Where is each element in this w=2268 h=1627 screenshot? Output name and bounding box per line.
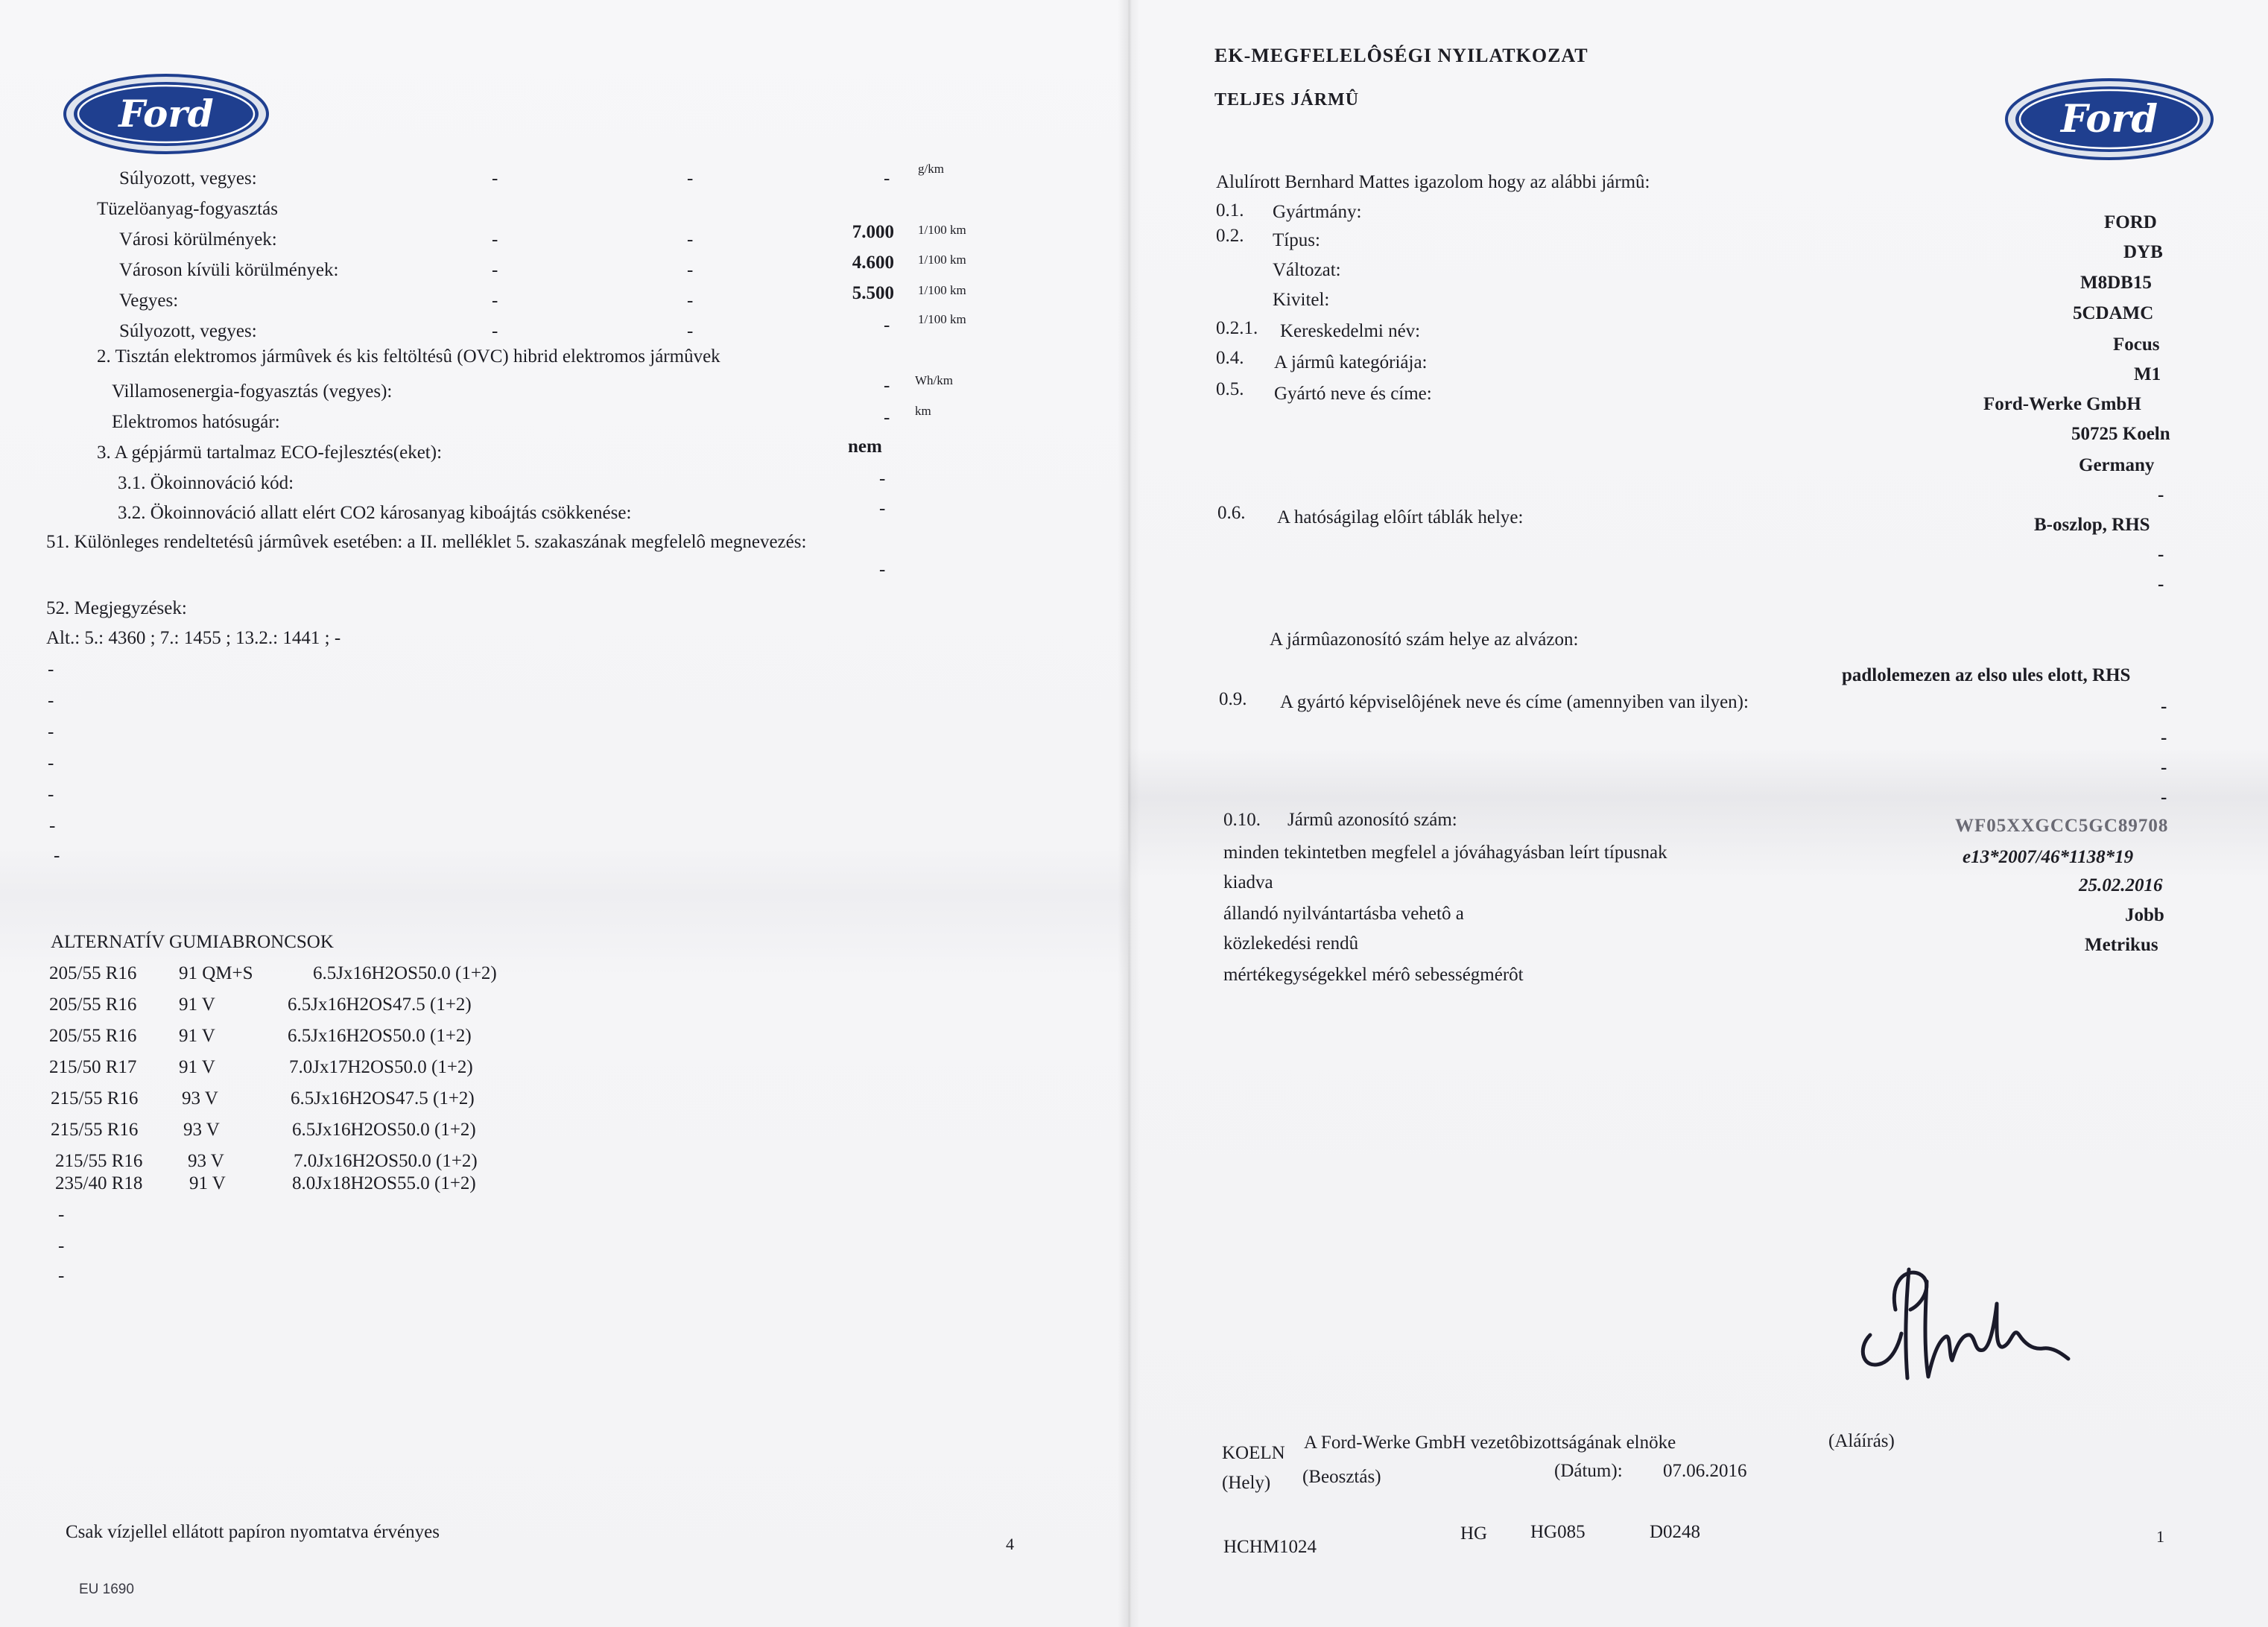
approval-number: e13*2007/46*1138*19	[1963, 847, 2134, 867]
row-label: Vegyes:	[119, 291, 179, 311]
watermark-note: Csak vízjellel ellátott papíron nyomtatva érvényes	[66, 1522, 440, 1542]
tire-size: 205/55 R16	[49, 1026, 137, 1046]
unit: 1/100 km	[918, 253, 966, 267]
conformity-label: kiadva	[1223, 872, 1273, 892]
logo-text: Ford	[118, 92, 214, 136]
tire-size: 215/55 R16	[51, 1120, 139, 1140]
item-52-label: 52. Megjegyzések:	[46, 598, 187, 618]
tire-load: 91 V	[179, 995, 215, 1015]
dash: -	[2161, 728, 2167, 748]
tire-rim: 6.5Jx16H2OS50.0 (1+2)	[292, 1120, 476, 1140]
item-number: 0.4.	[1216, 348, 1244, 368]
unit: 1/100 km	[918, 283, 966, 297]
dash: -	[492, 291, 498, 311]
dash: -	[687, 291, 694, 311]
item-number: 0.10.	[1223, 810, 1261, 830]
ford-logo	[63, 73, 270, 155]
unit: km	[915, 404, 931, 418]
row-label: Tüzelöanyag-fogyasztás	[97, 199, 278, 219]
remark-dash: -	[48, 722, 54, 742]
document-subtitle: TELJES JÁRMÛ	[1214, 90, 1360, 110]
tire-size: 205/55 R16	[49, 963, 137, 983]
item-label: A jármû kategóriája:	[1274, 352, 1428, 372]
address-line: Germany	[2079, 455, 2155, 475]
code: HG	[1460, 1523, 1488, 1544]
signature-label: (Aláírás)	[1828, 1431, 1895, 1451]
conformity-label: állandó nyilvántartásba vehetô a	[1223, 904, 1464, 924]
tire-rim: 6.5Jx16H2OS47.5 (1+2)	[291, 1088, 475, 1109]
remark-dash: -	[48, 691, 54, 711]
place-label: (Hely)	[1222, 1473, 1271, 1493]
tire-load: 91 V	[179, 1026, 215, 1046]
item-06-label: A hatóságilag elôírt táblák helye:	[1277, 507, 1524, 527]
dash: -	[687, 260, 694, 280]
item-value: DYB	[2123, 242, 2163, 262]
tire-load: 93 V	[188, 1151, 224, 1171]
tire-table-title: ALTERNATÍV GUMIABRONCSOK	[51, 932, 334, 952]
row-label: Súlyozott, vegyes:	[119, 168, 257, 188]
tire-rim: 8.0Jx18H2OS55.0 (1+2)	[292, 1173, 476, 1193]
dash: -	[2161, 787, 2167, 808]
tire-size: 215/55 R16	[51, 1088, 139, 1109]
page-number: 1	[2156, 1527, 2164, 1546]
address-line: 50725 Koeln	[2071, 424, 2170, 444]
tire-rim: 7.0Jx17H2OS50.0 (1+2)	[289, 1057, 473, 1077]
address-line: -	[2158, 485, 2164, 505]
tire-rim: 6.5Jx16H2OS50.0 (1+2)	[313, 963, 497, 983]
item-number: 0.1.	[1216, 200, 1244, 221]
unit: 1/100 km	[918, 223, 966, 237]
item-06-value: B-oszlop, RHS	[2034, 515, 2150, 535]
code: D0248	[1650, 1522, 1701, 1542]
dash: -	[2158, 545, 2164, 565]
item-value: M8DB15	[2080, 273, 2152, 293]
tire-rim: 6.5Jx16H2OS50.0 (1+2)	[288, 1026, 472, 1046]
item-value: 5CDAMC	[2073, 303, 2154, 323]
dash: -	[687, 321, 694, 341]
issue-date: 25.02.2016	[2079, 875, 2163, 895]
row-label: 3.1. Ökoinnováció kód:	[118, 473, 294, 493]
remark-dash: -	[49, 816, 56, 836]
value: -	[879, 469, 886, 489]
code: HG085	[1530, 1522, 1586, 1542]
tire-dash: -	[58, 1205, 65, 1225]
right-page	[1128, 0, 2268, 1627]
tire-size: 215/50 R17	[49, 1057, 137, 1077]
item-number: 0.2.	[1216, 226, 1244, 246]
conformity-label: közlekedési rendû	[1223, 933, 1359, 954]
row-label: Városon kívüli körülmények:	[119, 260, 339, 280]
position-label: (Beosztás)	[1302, 1467, 1381, 1487]
logo-text: Ford	[2061, 97, 2158, 142]
dash: -	[687, 229, 694, 250]
unit: g/km	[918, 162, 944, 176]
value: 7.000	[852, 222, 894, 242]
tire-dash: -	[58, 1266, 65, 1286]
conformity-label: minden tekintetben megfelel a jóváhagyásban leírt típusnak	[1223, 843, 1667, 863]
tire-size: 235/40 R18	[55, 1173, 143, 1193]
item-51-text: 51. Különleges rendeltetésû jármûvek esetében: a II. melléklet 5. szakaszának megfelelô megnevezés:	[46, 532, 807, 552]
date-label: (Dátum):	[1554, 1461, 1623, 1481]
item-label: Típus:	[1273, 230, 1320, 250]
item-52-line: Alt.: 5.: 4360 ; 7.: 1455 ; 13.2.: 1441 ; -	[46, 628, 341, 648]
drive-side: Jobb	[2125, 905, 2164, 925]
item-number: 0.6.	[1217, 503, 1246, 523]
code: HCHM1024	[1223, 1537, 1317, 1557]
vin-value: WF05XXGCC5GC89708	[1955, 816, 2169, 836]
tire-rim: 6.5Jx16H2OS47.5 (1+2)	[288, 995, 472, 1015]
item-label: Kivitel:	[1273, 290, 1330, 310]
value: -	[884, 407, 890, 428]
item-09-label: A gyártó képviselôjének neve és címe (amennyiben van ilyen):	[1280, 692, 1749, 712]
row-label: Városi körülmények:	[119, 229, 277, 250]
left-page	[0, 0, 1128, 1627]
item-value: FORD	[2104, 212, 2157, 232]
tire-load: 93 V	[183, 1120, 220, 1140]
vin-location-label: A jármûazonosító szám helye az alvázon:	[1270, 629, 1579, 650]
tire-load: 91 V	[189, 1173, 226, 1193]
signature-date: 07.06.2016	[1663, 1461, 1747, 1481]
dash: -	[2158, 574, 2164, 594]
unit: Wh/km	[915, 373, 953, 387]
item-label: Kereskedelmi név:	[1280, 321, 1421, 341]
section-title: 3. A gépjármü tartalmaz ECO-fejlesztés(eket):	[97, 443, 443, 463]
item-number: 0.5.	[1216, 379, 1244, 399]
value: -	[884, 315, 890, 335]
row-label: Súlyozott, vegyes:	[119, 321, 257, 341]
item-label: Gyártmány:	[1273, 202, 1362, 222]
item-number: 0.2.1.	[1216, 318, 1258, 338]
tire-load: 91 V	[179, 1057, 215, 1077]
item-number: 0.9.	[1219, 689, 1247, 709]
form-code: EU 1690	[79, 1582, 134, 1597]
section-title: 2. Tisztán elektromos jármûvek és kis feltöltésû (OVC) hibrid elektromos jármûvek	[97, 346, 720, 367]
remark-dash: -	[48, 659, 54, 679]
item-label: Változat:	[1273, 260, 1341, 280]
item-value: Ford-Werke GmbH	[1983, 394, 2141, 414]
value: 5.500	[852, 283, 894, 303]
speedometer-units: Metrikus	[2085, 935, 2158, 955]
item-51-value: -	[879, 559, 886, 580]
dash: -	[492, 168, 498, 188]
unit: 1/100 km	[918, 312, 966, 326]
ford-logo	[2004, 77, 2214, 161]
remark-dash: -	[54, 846, 60, 866]
value: nem	[848, 437, 882, 457]
remark-dash: -	[48, 784, 54, 805]
item-value: Focus	[2113, 334, 2160, 355]
value: -	[884, 168, 890, 188]
row-label: 3.2. Ökoinnováció allatt elért CO2 károsanyag kiboájtás csökkenése:	[118, 503, 632, 523]
dash: -	[492, 321, 498, 341]
dash: -	[687, 168, 694, 188]
dash: -	[2161, 758, 2167, 778]
tire-load: 93 V	[182, 1088, 218, 1109]
tire-dash: -	[58, 1236, 65, 1256]
item-value: M1	[2134, 364, 2161, 384]
tire-size: 215/55 R16	[55, 1151, 143, 1171]
tire-load: 91 QM+S	[179, 963, 253, 983]
item-label: Gyártó neve és címe:	[1274, 384, 1432, 404]
item-010-label: Jármû azonosító szám:	[1287, 810, 1457, 830]
tire-rim: 7.0Jx16H2OS50.0 (1+2)	[294, 1151, 478, 1171]
value: 4.600	[852, 253, 894, 273]
value: -	[884, 375, 890, 396]
page-number: 4	[1006, 1535, 1014, 1553]
row-label: Elektromos hatósugár:	[112, 412, 280, 432]
tire-size: 205/55 R16	[49, 995, 137, 1015]
signature	[1837, 1252, 2091, 1401]
dash: -	[492, 229, 498, 250]
remark-dash: -	[48, 753, 54, 773]
place: KOELN	[1222, 1443, 1285, 1463]
intro-text: Alulírott Bernhard Mattes igazolom hogy az alábbi jármû:	[1216, 172, 1650, 192]
document-title: EK-MEGFELELÔSÉGI NYILATKOZAT	[1214, 45, 1588, 66]
value: -	[879, 498, 886, 518]
conformity-label: mértékegységekkel mérô sebességmérôt	[1223, 965, 1524, 985]
row-label: Villamosenergia-fogyasztás (vegyes):	[112, 381, 393, 402]
dash: -	[492, 260, 498, 280]
dash: -	[2161, 697, 2167, 717]
signatory-position: A Ford-Werke GmbH vezetôbizottságának elnöke	[1304, 1433, 1676, 1453]
vin-location-value: padlolemezen az elso ules elott, RHS	[1842, 665, 2131, 685]
